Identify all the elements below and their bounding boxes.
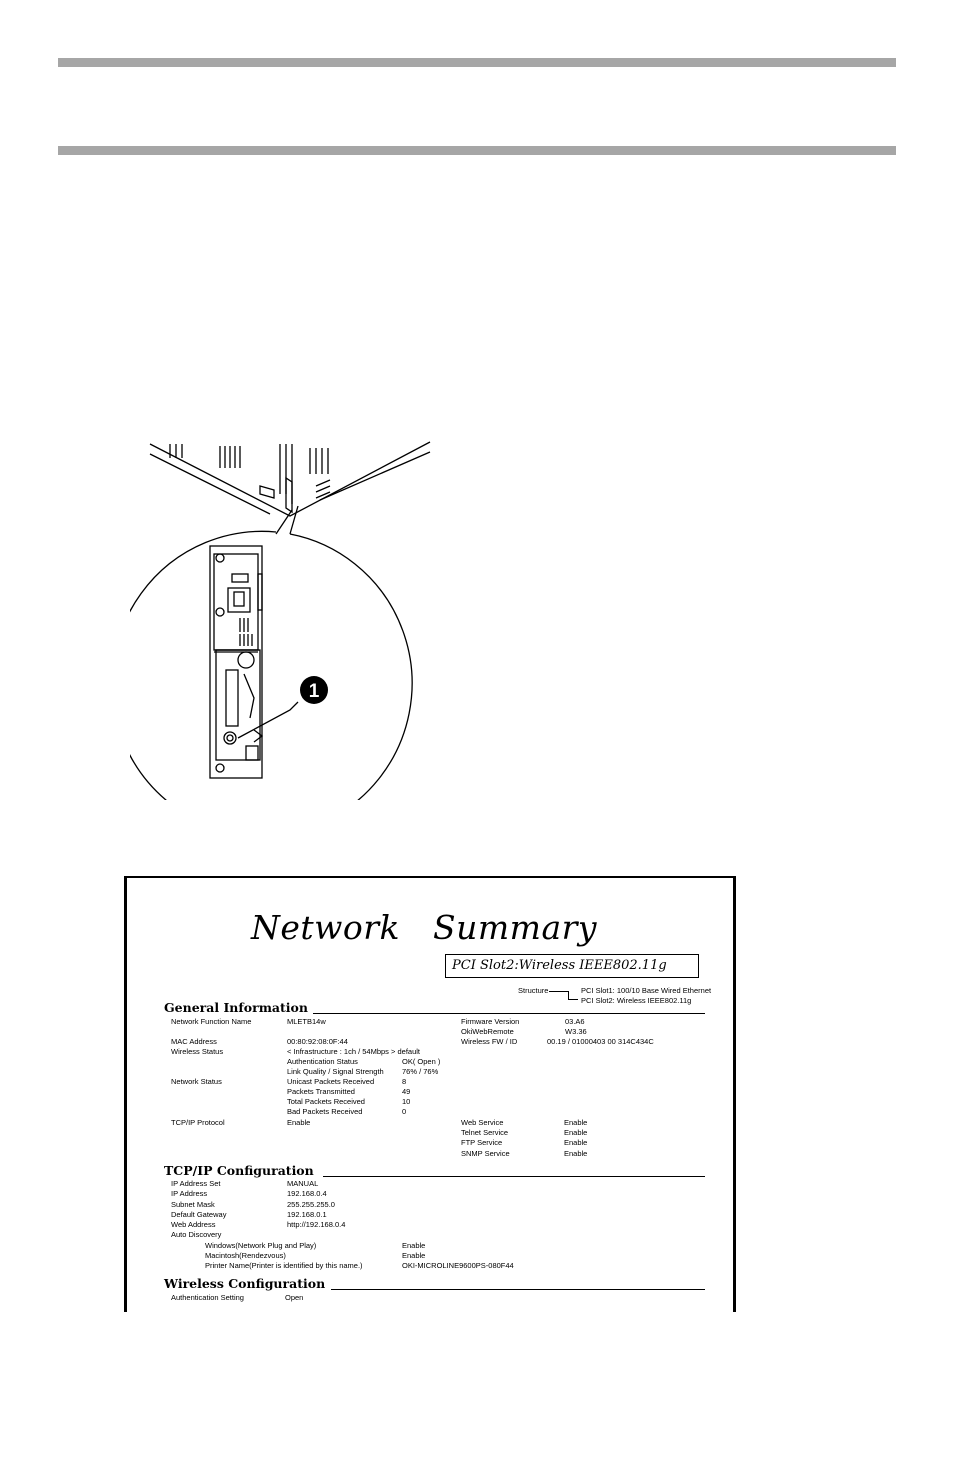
tcpip-configuration-heading: TCP/IP Configuration: [164, 1163, 314, 1178]
discovery-label: Printer Name(Printer is identified by this name.): [205, 1261, 363, 1270]
printer-port-illustration: [130, 438, 440, 800]
discovery-value: OKI-MICROLINE9600PS-080F44: [402, 1261, 514, 1270]
row-label: Auto Discovery: [171, 1230, 222, 1239]
row-label: Web Address: [171, 1220, 216, 1229]
row-value: 255.255.255.0: [287, 1200, 335, 1209]
row-value: 192.168.0.4: [287, 1189, 327, 1198]
discovery-value: Enable: [402, 1251, 426, 1260]
sub-label: Authentication Status: [287, 1057, 358, 1066]
discovery-label: Macintosh(Rendezvous): [205, 1251, 286, 1260]
discovery-value: Enable: [402, 1241, 426, 1250]
general-heading-rule: [313, 1013, 705, 1014]
firmware-label: Firmware Version: [461, 1017, 520, 1026]
row-label: Authentication Setting: [171, 1293, 244, 1302]
wireless-configuration-heading: Wireless Configuration: [164, 1276, 326, 1291]
service-label: FTP Service: [461, 1138, 503, 1147]
sub-label: Bad Packets Received: [287, 1107, 363, 1116]
structure-connector-h2: [568, 999, 578, 1000]
top-rule: [58, 58, 896, 67]
tcpip-heading-rule: [323, 1176, 705, 1177]
sub-value: OK( Open ): [402, 1057, 441, 1066]
summary-title: Network Summary: [251, 908, 598, 947]
sub-value: 8: [402, 1077, 407, 1086]
row-value: 192.168.0.1: [287, 1210, 327, 1219]
structure-slot1: PCI Slot1: 100/10 Base Wired Ethernet: [581, 986, 712, 995]
structure-slot2: PCI Slot2: Wireless IEEE802.11g: [581, 996, 692, 1005]
row-value: Enable: [287, 1118, 311, 1127]
structure-label: Structure: [518, 986, 549, 995]
sub-value: 49: [402, 1087, 411, 1096]
row-value: 00:80:92:08:0F:44: [287, 1037, 348, 1046]
sub-value: 10: [402, 1097, 411, 1106]
second-rule: [58, 146, 896, 155]
network-summary-printout: [124, 876, 736, 1312]
sub-value: 76% / 76%: [402, 1067, 439, 1076]
row-label: Subnet Mask: [171, 1200, 215, 1209]
discovery-label: Windows(Network Plug and Play): [205, 1241, 317, 1250]
row-label: Wireless Status: [171, 1047, 224, 1056]
row-label: IP Address: [171, 1189, 208, 1198]
service-value: Enable: [564, 1128, 588, 1137]
row-label: MAC Address: [171, 1037, 217, 1046]
sub-label: Packets Transmitted: [287, 1087, 355, 1096]
row-value: MLETB14w: [287, 1017, 326, 1026]
okiwebremote-value: W3.36: [565, 1027, 587, 1036]
row-label: IP Address Set: [171, 1179, 221, 1188]
okiwebremote-label: OkiWebRemote: [461, 1027, 514, 1036]
wireless-heading-rule: [331, 1289, 705, 1290]
wireless-fw-value: 00.19 / 01000403 00 314C434C: [547, 1037, 654, 1046]
service-value: Enable: [564, 1138, 588, 1147]
sub-label: Total Packets Received: [287, 1097, 365, 1106]
service-label: SNMP Service: [461, 1149, 510, 1158]
row-label: Network Function Name: [171, 1017, 252, 1026]
row-value: < Infrastructure : 1ch / 54Mbps > default: [287, 1047, 420, 1056]
row-value: http://192.168.0.4: [287, 1220, 346, 1229]
sub-label: Link Quality / Signal Strength: [287, 1067, 384, 1076]
service-value: Enable: [564, 1118, 588, 1127]
general-information-heading: General Information: [164, 1000, 308, 1015]
wireless-fw-label: Wireless FW / ID: [461, 1037, 518, 1046]
row-value: MANUAL: [287, 1179, 319, 1188]
firmware-value: 03.A6: [565, 1017, 585, 1026]
row-label: TCP/IP Protocol: [171, 1118, 225, 1127]
service-value: Enable: [564, 1149, 588, 1158]
row-label: Default Gateway: [171, 1210, 227, 1219]
row-value: Open: [285, 1293, 304, 1302]
service-label: Web Service: [461, 1118, 504, 1127]
callout-badge: [300, 676, 328, 704]
service-label: Telnet Service: [461, 1128, 509, 1137]
structure-connector: [549, 991, 569, 992]
sub-label: Unicast Packets Received: [287, 1077, 375, 1086]
sub-value: 0: [402, 1107, 407, 1116]
row-label: Network Status: [171, 1077, 222, 1086]
callout-number: 1: [308, 681, 320, 702]
slot-label-box: PCI Slot2:Wireless IEEE802.11g: [445, 954, 699, 978]
